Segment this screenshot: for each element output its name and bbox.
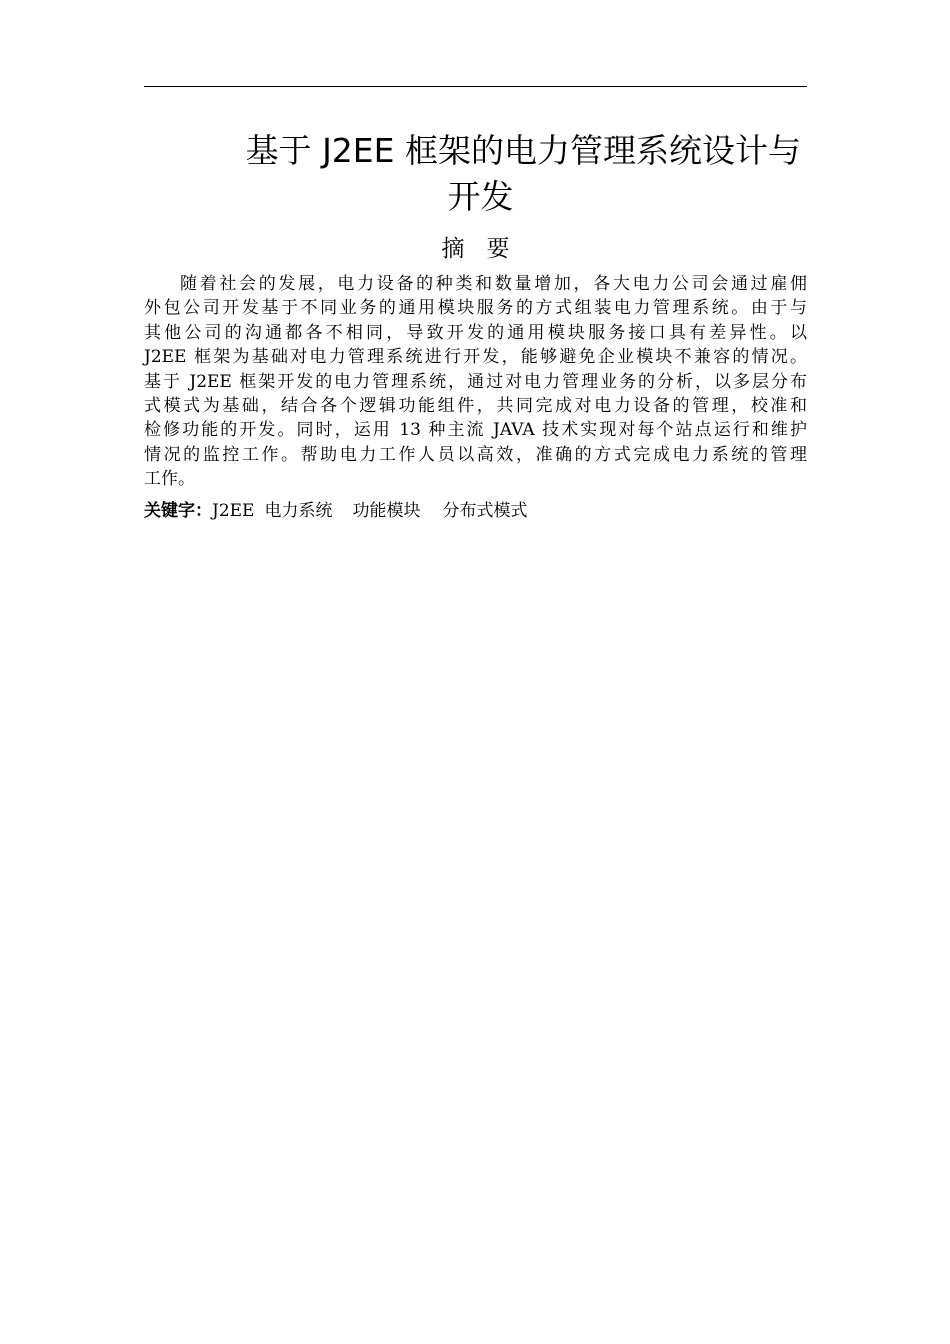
keywords-line xyxy=(144,498,807,524)
header-rule xyxy=(144,86,807,87)
keyword-item: 功能模块 xyxy=(352,501,421,521)
document-title xyxy=(144,128,807,220)
abstract-line: 基于 J2EE 框架开发的电力管理系统，通过对电力管理业务的分析，以多层分布 xyxy=(144,371,807,392)
abstract-line: J2EE 框架为基础对电力管理系统进行开发，能够避免企业模块不兼容的情况。 xyxy=(144,347,807,368)
abstract-body xyxy=(144,272,807,492)
abstract-line: 其他公司的沟通都各不相同，导致开发的通用模块服务接口具有差异性。以 xyxy=(144,322,807,343)
abstract-line: 外包公司开发基于不同业务的通用模块服务的方式组装电力管理系统。由于与 xyxy=(144,298,807,319)
keyword-item: J2EE xyxy=(212,501,255,521)
title-line-1: 基于 J2EE 框架的电力管理系统设计与 xyxy=(245,131,801,170)
abstract-line: 情况的监控工作。帮助电力工作人员以高效，准确的方式完成电力系统的管理 xyxy=(144,444,807,465)
abstract-line: 式模式为基础，结合各个逻辑功能组件，共同完成对电力设备的管理，校准和 xyxy=(144,396,807,417)
abstract-heading: 摘要 xyxy=(441,236,532,262)
keyword-item: 分布式模式 xyxy=(442,501,528,521)
abstract-line: 随着社会的发展，电力设备的种类和数量增加，各大电力公司会通过雇佣 xyxy=(180,274,807,294)
keyword-item: 电力系统 xyxy=(264,501,333,521)
abstract-line: 检修功能的开发。同时，运用 13 种主流 JAVA 技术实现对每个站点运行和维护 xyxy=(144,420,807,441)
title-line-2: 开发 xyxy=(447,177,514,216)
abstract-line: 工作。 xyxy=(144,469,195,490)
keywords-label: 关键字： xyxy=(144,501,212,521)
